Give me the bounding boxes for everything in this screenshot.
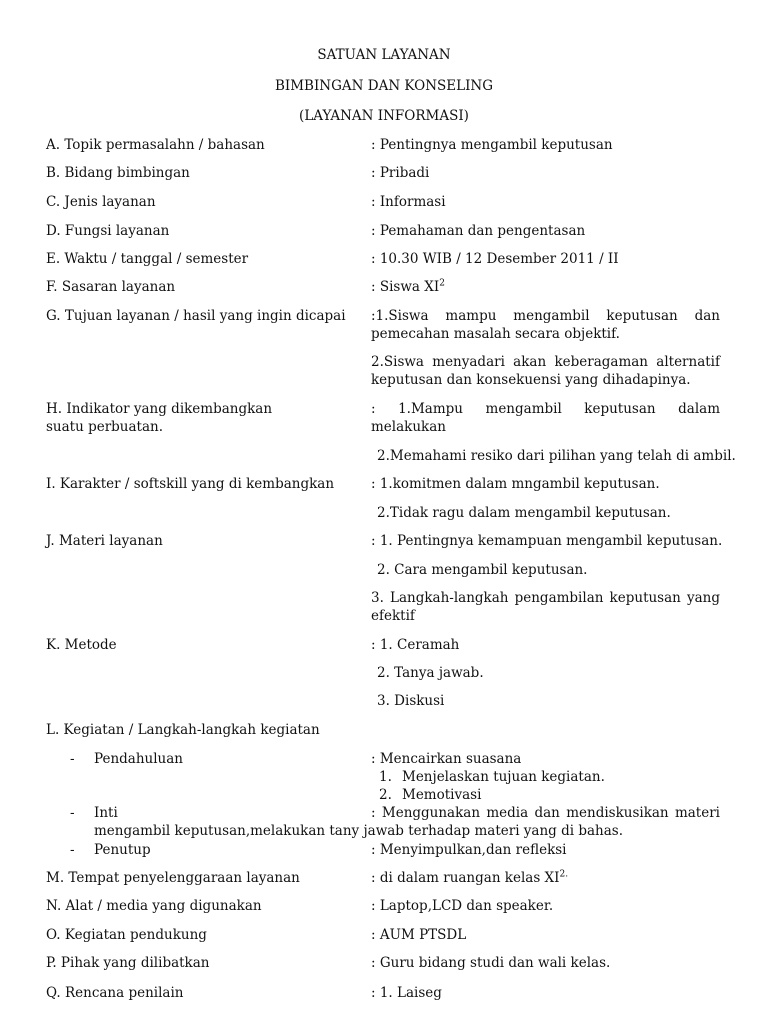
row-j-value-2: 2. Cara mengambil keputusan.: [377, 562, 588, 578]
row-g-value-1a: :1.Siswa mampu mengambil keputusan dan: [371, 308, 720, 324]
row-i-value-2: 2.Tidak ragu dalam mengambil keputusan.: [377, 505, 671, 521]
row-k-label: K. Metode: [46, 637, 117, 653]
row-j-value-1: : 1. Pentingnya kemampuan mengambil keputusan.: [371, 533, 723, 549]
row-g-value-1b: pemecahan masalah secara objektif.: [371, 326, 620, 342]
row-p-label: P. Pihak yang dilibatkan: [46, 955, 210, 971]
inti-value: : Menggunakan media dan mendiskusikan materi: [371, 805, 720, 821]
row-d-label: D. Fungsi layanan: [46, 223, 170, 239]
doc-title-line2: BIMBINGAN DAN KONSELING: [274, 78, 494, 94]
row-i-label: I. Karakter / softskill yang di kembangkan: [46, 476, 335, 492]
row-k-value-3: 3. Diskusi: [377, 693, 445, 709]
row-n-label: N. Alat / media yang digunakan: [46, 898, 262, 914]
doc-title-line3: (LAYANAN INFORMASI): [299, 108, 469, 124]
row-h-value-1: : 1.Mampu mengambil keputusan dalam melakukan: [371, 401, 720, 435]
row-b-value: : Pribadi: [371, 165, 430, 181]
row-g-value-2b: keputusan dan konsekuensi yang dihadapinya.: [371, 372, 691, 388]
inti-continuation: mengambil keputusan,melakukan tany jawab terhadap materi yang di bahas.: [94, 823, 624, 839]
penutup-label: Penutup: [94, 842, 151, 858]
inti-dash: -: [70, 805, 75, 821]
row-g-label: G. Tujuan layanan / hasil yang ingin dicapai: [46, 308, 346, 324]
row-o-value: : AUM PTSDL: [371, 927, 467, 943]
row-p-value: : Guru bidang studi dan wali kelas.: [371, 955, 611, 971]
row-m-value: : di dalam ruangan kelas $XI^{2.}$: [371, 869, 569, 886]
row-n-value: : Laptop,LCD dan speaker.: [371, 898, 554, 914]
row-j-value-3b: efektif: [371, 608, 415, 624]
pendahuluan-dash: -: [70, 751, 75, 767]
pendahuluan-item-1-number: 1.: [379, 769, 392, 785]
row-o-label: O. Kegiatan pendukung: [46, 927, 207, 943]
row-h-value-2: 2.Memahami resiko dari pilihan yang telah di ambil.: [377, 448, 736, 464]
row-f-superscript: 2: [439, 278, 445, 289]
row-h-label-2: suatu perbuatan.: [46, 419, 164, 435]
inti-label: Inti: [94, 805, 118, 821]
pendahuluan-label: Pendahuluan: [94, 751, 183, 767]
row-d-value: : Pemahaman dan pengentasan: [371, 223, 586, 239]
row-k-value-1: : 1. Ceramah: [371, 637, 460, 653]
penutup-value: : Menyimpulkan,dan refleksi: [371, 842, 567, 858]
row-l-label: L. Kegiatan / Langkah-langkah kegiatan: [46, 722, 320, 738]
pendahuluan-item-2: Memotivasi: [402, 787, 482, 803]
row-a-label: A. Topik permasalahn / bahasan: [46, 137, 265, 153]
penutup-dash: -: [70, 842, 75, 858]
row-k-value-2: 2. Tanya jawab.: [377, 665, 484, 681]
row-h-label-1: H. Indikator yang dikembangkan: [46, 401, 273, 417]
row-e-value: : 10.30 WIB / 12 Desember 2011 / II: [371, 251, 619, 267]
row-m-label: M. Tempat penyelenggaraan layanan: [46, 870, 300, 886]
row-f-label: F. Sasaran layanan: [46, 279, 176, 295]
row-b-label: B. Bidang bimbingan: [46, 165, 190, 181]
row-c-value: : Informasi: [371, 194, 446, 210]
pendahuluan-item-1: Menjelaskan tujuan kegiatan.: [402, 769, 605, 785]
doc-title-line1: SATUAN LAYANAN: [317, 47, 451, 63]
pendahuluan-item-2-number: 2.: [379, 787, 392, 803]
row-j-label: J. Materi layanan: [46, 533, 163, 549]
row-f-value: : Siswa $XI^2$: [371, 278, 445, 295]
row-g-value-2a: 2.Siswa menyadari akan keberagaman alternatif: [371, 354, 720, 370]
row-e-label: E. Waktu / tanggal / semester: [46, 251, 249, 267]
pendahuluan-value: : Mencairkan suasana: [371, 751, 522, 767]
row-c-label: C. Jenis layanan: [46, 194, 156, 210]
row-m-superscript: 2.: [559, 869, 569, 880]
row-q-label: Q. Rencana penilain: [46, 985, 184, 1001]
row-a-value: : Pentingnya mengambil keputusan: [371, 137, 613, 153]
row-i-value-1: : 1.komitmen dalam mngambil keputusan.: [371, 476, 660, 492]
row-q-value: : 1. Laiseg: [371, 985, 442, 1001]
row-j-value-3a: 3. Langkah-langkah pengambilan keputusan yang: [371, 590, 720, 606]
